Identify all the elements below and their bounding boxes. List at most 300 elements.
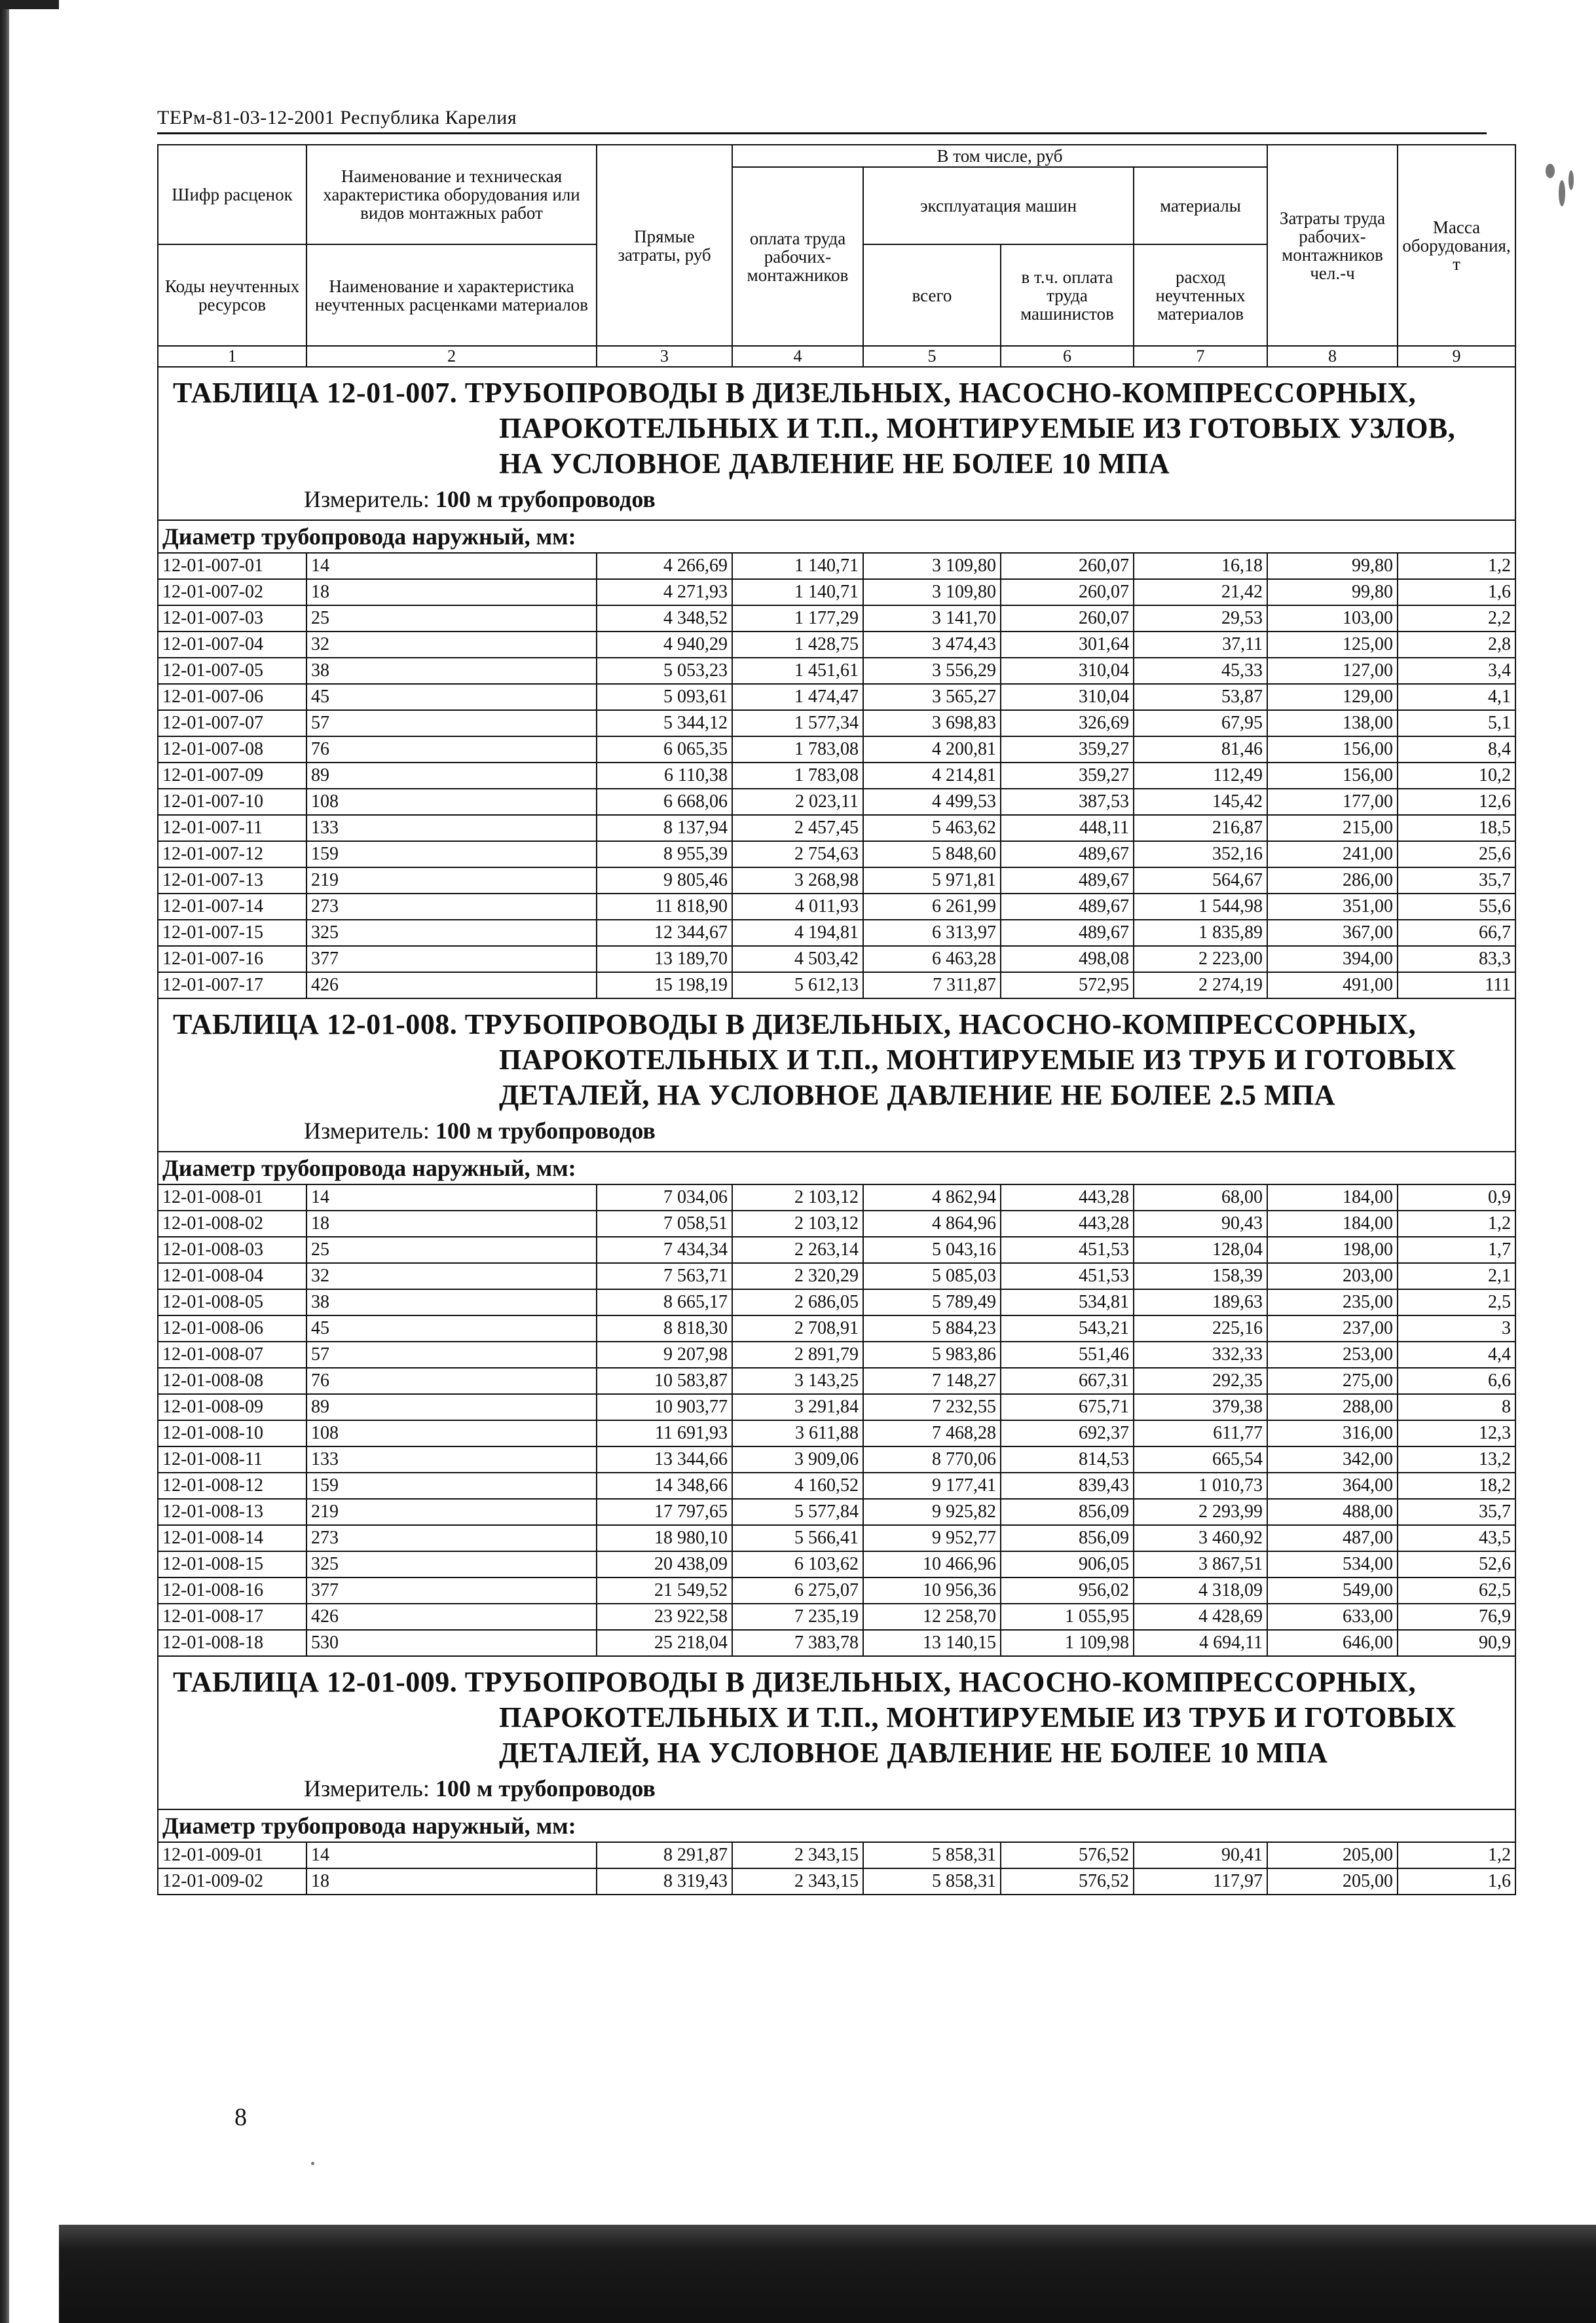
rate-code: 12-01-007-17 (158, 972, 306, 998)
value-cell: 5 053,23 (597, 658, 732, 684)
value-cell: 543,21 (1001, 1315, 1134, 1342)
scan-speck (1546, 164, 1555, 178)
value-cell: 35,7 (1398, 1499, 1515, 1525)
value-cell: 9 925,82 (863, 1499, 1001, 1525)
value-cell: 6 103,62 (732, 1551, 863, 1577)
value-cell: 2,2 (1398, 605, 1515, 632)
value-cell: 8 137,94 (597, 815, 732, 841)
column-number: 6 (1001, 346, 1134, 367)
rate-code: 12-01-008-16 (158, 1577, 306, 1604)
value-cell: 489,67 (1001, 920, 1134, 946)
rate-code: 12-01-007-06 (158, 684, 306, 710)
value-cell: 3 474,43 (863, 632, 1001, 658)
value-cell: 487,00 (1267, 1525, 1398, 1551)
value-cell: 10 903,77 (597, 1394, 732, 1420)
value-cell: 7 034,06 (597, 1184, 732, 1211)
table-row (158, 920, 1515, 946)
value-cell: 394,00 (1267, 946, 1398, 972)
value-cell: 9 805,46 (597, 867, 732, 894)
value-cell: 12 344,67 (597, 920, 732, 946)
value-cell: 310,04 (1001, 658, 1134, 684)
rate-code: 12-01-007-07 (158, 710, 306, 736)
value-cell: 253,00 (1267, 1342, 1398, 1368)
value-cell: 5 971,81 (863, 867, 1001, 894)
value-cell: 13 344,66 (597, 1446, 732, 1473)
measure-value: 100 м трубопроводов (435, 1118, 656, 1144)
table-row (158, 658, 1515, 684)
value-cell: 1 428,75 (732, 632, 863, 658)
value-cell: 3 698,83 (863, 710, 1001, 736)
pipe-diameter: 18 (306, 579, 597, 605)
measure-unit (158, 1113, 1515, 1151)
value-cell: 8 291,87 (597, 1842, 732, 1868)
col-including: В том числе, руб (732, 145, 1267, 167)
rate-code: 12-01-008-15 (158, 1551, 306, 1577)
table-row (158, 1842, 1515, 1868)
value-cell: 2 754,63 (732, 841, 863, 867)
table-row (158, 632, 1515, 658)
pipe-diameter: 219 (306, 1499, 597, 1525)
value-cell: 1 140,71 (732, 553, 863, 579)
value-cell: 491,00 (1267, 972, 1398, 998)
value-cell: 0,9 (1398, 1184, 1515, 1211)
value-cell: 111 (1398, 972, 1515, 998)
value-cell: 342,00 (1267, 1446, 1398, 1473)
value-cell: 5 093,61 (597, 684, 732, 710)
value-cell: 8 (1398, 1394, 1515, 1420)
value-cell: 488,00 (1267, 1499, 1398, 1525)
value-cell: 37,11 (1134, 632, 1267, 658)
table-row (158, 605, 1515, 632)
value-cell: 205,00 (1267, 1868, 1398, 1895)
measure-value: 100 м трубопроводов (435, 486, 656, 512)
rate-code: 12-01-008-18 (158, 1630, 306, 1656)
value-cell: 576,52 (1001, 1868, 1134, 1895)
value-cell: 6 065,35 (597, 736, 732, 763)
measure-label: Измеритель: (304, 1775, 430, 1802)
value-cell: 7 383,78 (732, 1630, 863, 1656)
pipe-diameter: 273 (306, 1525, 597, 1551)
value-cell: 1,2 (1398, 553, 1515, 579)
value-cell: 2 023,11 (732, 789, 863, 815)
value-cell: 2 343,15 (732, 1868, 863, 1895)
table-row (158, 1342, 1515, 1368)
value-cell: 814,53 (1001, 1446, 1134, 1473)
value-cell: 5 566,41 (732, 1525, 863, 1551)
value-cell: 4 348,52 (597, 605, 732, 632)
value-cell: 225,16 (1134, 1315, 1267, 1342)
value-cell: 1 177,29 (732, 605, 863, 632)
col-name-top: Наименование и техническая характеристика оборудования или видов монтажных работ (306, 145, 597, 244)
table-row (158, 867, 1515, 894)
scan-edge-bottom (59, 2225, 1596, 2323)
value-cell: 1 783,08 (732, 736, 863, 763)
value-cell: 15 198,19 (597, 972, 732, 998)
value-cell: 359,27 (1001, 763, 1134, 789)
value-cell: 12,3 (1398, 1420, 1515, 1446)
pipe-diameter: 108 (306, 1420, 597, 1446)
value-cell: 83,3 (1398, 946, 1515, 972)
value-cell: 5,1 (1398, 710, 1515, 736)
rate-code: 12-01-008-08 (158, 1368, 306, 1394)
pipe-diameter: 159 (306, 841, 597, 867)
diameter-heading: Диаметр трубопровода наружный, мм: (158, 520, 1515, 553)
rate-code: 12-01-007-13 (158, 867, 306, 894)
value-cell: 215,00 (1267, 815, 1398, 841)
value-cell: 4 862,94 (863, 1184, 1001, 1211)
value-cell: 8 319,43 (597, 1868, 732, 1895)
value-cell: 4 271,93 (597, 579, 732, 605)
value-cell: 7 311,87 (863, 972, 1001, 998)
value-cell: 3 (1398, 1315, 1515, 1342)
value-cell: 7 235,19 (732, 1604, 863, 1630)
value-cell: 646,00 (1267, 1630, 1398, 1656)
rate-code: 12-01-007-14 (158, 894, 306, 920)
value-cell: 52,6 (1398, 1551, 1515, 1577)
value-cell: 13 140,15 (863, 1630, 1001, 1656)
table-row (158, 815, 1515, 841)
pipe-diameter: 14 (306, 553, 597, 579)
value-cell: 2 103,12 (732, 1184, 863, 1211)
value-cell: 4 266,69 (597, 553, 732, 579)
value-cell: 9 207,98 (597, 1342, 732, 1368)
rate-code: 12-01-008-14 (158, 1525, 306, 1551)
value-cell: 956,02 (1001, 1577, 1134, 1604)
value-cell: 316,00 (1267, 1420, 1398, 1446)
value-cell: 158,39 (1134, 1263, 1267, 1289)
col-machines: эксплуатация машин (863, 167, 1134, 244)
col-direct-costs: Прямые затраты, руб (597, 145, 732, 346)
value-cell: 4 503,42 (732, 946, 863, 972)
column-number: 9 (1398, 346, 1515, 367)
value-cell: 3 909,06 (732, 1446, 863, 1473)
pipe-diameter: 89 (306, 1394, 597, 1420)
value-cell: 216,87 (1134, 815, 1267, 841)
value-cell: 3 565,27 (863, 684, 1001, 710)
rate-code: 12-01-007-15 (158, 920, 306, 946)
column-number: 3 (597, 346, 732, 367)
value-cell: 10 466,96 (863, 1551, 1001, 1577)
value-cell: 379,38 (1134, 1394, 1267, 1420)
value-cell: 9 952,77 (863, 1525, 1001, 1551)
value-cell: 184,00 (1267, 1184, 1398, 1211)
rate-code: 12-01-007-09 (158, 763, 306, 789)
value-cell: 3 611,88 (732, 1420, 863, 1446)
table-row (158, 1499, 1515, 1525)
pipe-diameter: 133 (306, 1446, 597, 1473)
value-cell: 326,69 (1001, 710, 1134, 736)
pipe-diameter: 89 (306, 763, 597, 789)
value-cell: 633,00 (1267, 1604, 1398, 1630)
value-cell: 3 291,84 (732, 1394, 863, 1420)
value-cell: 90,41 (1134, 1842, 1267, 1868)
value-cell: 11 818,90 (597, 894, 732, 920)
table-title (158, 1657, 1515, 1771)
header-rule (157, 132, 1487, 134)
value-cell: 6 261,99 (863, 894, 1001, 920)
value-cell: 18,5 (1398, 815, 1515, 841)
rate-code: 12-01-008-13 (158, 1499, 306, 1525)
value-cell: 7 468,28 (863, 1420, 1001, 1446)
table-row (158, 1368, 1515, 1394)
pipe-diameter: 18 (306, 1868, 597, 1895)
pipe-diameter: 14 (306, 1184, 597, 1211)
pipe-diameter: 14 (306, 1842, 597, 1868)
pipe-diameter: 325 (306, 1551, 597, 1577)
value-cell: 7 148,27 (863, 1368, 1001, 1394)
value-cell: 237,00 (1267, 1315, 1398, 1342)
value-cell: 125,00 (1267, 632, 1398, 658)
col-name-bottom: Наименование и характеристика неучтенных расценками материалов (306, 244, 597, 346)
column-number: 5 (863, 346, 1001, 367)
value-cell: 13 189,70 (597, 946, 732, 972)
value-cell: 489,67 (1001, 867, 1134, 894)
pipe-diameter: 57 (306, 710, 597, 736)
value-cell: 1,6 (1398, 1868, 1515, 1895)
value-cell: 7 232,55 (863, 1394, 1001, 1420)
measure-label: Измеритель: (304, 1118, 430, 1144)
value-cell: 5 463,62 (863, 815, 1001, 841)
value-cell: 53,87 (1134, 684, 1267, 710)
value-cell: 359,27 (1001, 736, 1134, 763)
pipe-diameter: 273 (306, 894, 597, 920)
value-cell: 292,35 (1134, 1368, 1267, 1394)
value-cell: 6 463,28 (863, 946, 1001, 972)
value-cell: 3 556,29 (863, 658, 1001, 684)
value-cell: 90,9 (1398, 1630, 1515, 1656)
table-title-block (158, 367, 1515, 520)
value-cell: 1 055,95 (1001, 1604, 1134, 1630)
value-cell: 4 200,81 (863, 736, 1001, 763)
value-cell: 451,53 (1001, 1263, 1134, 1289)
value-cell: 2 274,19 (1134, 972, 1267, 998)
value-cell: 203,00 (1267, 1263, 1398, 1289)
value-cell: 310,04 (1001, 684, 1134, 710)
scan-edge-top (0, 0, 59, 9)
value-cell: 387,53 (1001, 789, 1134, 815)
value-cell: 4 499,53 (863, 789, 1001, 815)
table-title-line: ТАБЛИЦА 12-01-009. ТРУБОПРОВОДЫ В ДИЗЕЛЬНЫХ, НАСОСНО-КОМПРЕССОРНЫХ, (173, 1666, 1417, 1698)
scan-edge-left (0, 0, 9, 2323)
value-cell: 3 268,98 (732, 867, 863, 894)
value-cell: 62,5 (1398, 1577, 1515, 1604)
col-labor-pay: оплата труда рабочих-монтажников (732, 167, 863, 346)
value-cell: 1 577,34 (732, 710, 863, 736)
table-row (158, 579, 1515, 605)
table-row (158, 553, 1515, 579)
value-cell: 10 956,36 (863, 1577, 1001, 1604)
pipe-diameter: 32 (306, 1263, 597, 1289)
value-cell: 128,04 (1134, 1237, 1267, 1263)
measure-unit (158, 1771, 1515, 1809)
value-cell: 564,67 (1134, 867, 1267, 894)
value-cell: 5 789,49 (863, 1289, 1001, 1315)
value-cell: 16,18 (1134, 553, 1267, 579)
table-row (158, 763, 1515, 789)
value-cell: 448,11 (1001, 815, 1134, 841)
measure-label: Измеритель: (304, 486, 430, 512)
value-cell: 443,28 (1001, 1184, 1134, 1211)
value-cell: 198,00 (1267, 1237, 1398, 1263)
value-cell: 45,33 (1134, 658, 1267, 684)
value-cell: 10 583,87 (597, 1368, 732, 1394)
value-cell: 4 011,93 (732, 894, 863, 920)
rate-code: 12-01-009-02 (158, 1868, 306, 1895)
table-row (158, 1315, 1515, 1342)
value-cell: 364,00 (1267, 1473, 1398, 1499)
value-cell: 156,00 (1267, 763, 1398, 789)
rate-code: 12-01-008-09 (158, 1394, 306, 1420)
value-cell: 451,53 (1001, 1237, 1134, 1263)
value-cell: 6 668,06 (597, 789, 732, 815)
value-cell: 3 109,80 (863, 579, 1001, 605)
rate-code: 12-01-009-01 (158, 1842, 306, 1868)
value-cell: 2 263,14 (732, 1237, 863, 1263)
col-code-bottom: Коды неучтенных ресурсов (158, 244, 306, 346)
value-cell: 5 612,13 (732, 972, 863, 998)
value-cell: 1 544,98 (1134, 894, 1267, 920)
value-cell: 12 258,70 (863, 1604, 1001, 1630)
value-cell: 675,71 (1001, 1394, 1134, 1420)
value-cell: 5 344,12 (597, 710, 732, 736)
value-cell: 1 010,73 (1134, 1473, 1267, 1499)
value-cell: 1,2 (1398, 1842, 1515, 1868)
value-cell: 856,09 (1001, 1499, 1134, 1525)
value-cell: 4 940,29 (597, 632, 732, 658)
value-cell: 572,95 (1001, 972, 1134, 998)
column-number: 2 (306, 346, 597, 367)
value-cell: 90,43 (1134, 1211, 1267, 1237)
table-row (158, 1211, 1515, 1237)
rate-code: 12-01-008-03 (158, 1237, 306, 1263)
rate-code: 12-01-007-11 (158, 815, 306, 841)
rate-code: 12-01-007-05 (158, 658, 306, 684)
table-row (158, 1289, 1515, 1315)
value-cell: 2,1 (1398, 1263, 1515, 1289)
value-cell: 8 665,17 (597, 1289, 732, 1315)
value-cell: 534,00 (1267, 1551, 1398, 1577)
rate-code: 12-01-008-05 (158, 1289, 306, 1315)
value-cell: 156,00 (1267, 736, 1398, 763)
value-cell: 549,00 (1267, 1577, 1398, 1604)
page-number: 8 (234, 2104, 247, 2131)
value-cell: 576,52 (1001, 1842, 1134, 1868)
value-cell: 25,6 (1398, 841, 1515, 867)
value-cell: 332,33 (1134, 1342, 1267, 1368)
value-cell: 3 143,25 (732, 1368, 863, 1394)
value-cell: 288,00 (1267, 1394, 1398, 1420)
value-cell: 81,46 (1134, 736, 1267, 763)
rate-code: 12-01-007-03 (158, 605, 306, 632)
value-cell: 241,00 (1267, 841, 1398, 867)
value-cell: 534,81 (1001, 1289, 1134, 1315)
rate-code: 12-01-008-04 (158, 1263, 306, 1289)
value-cell: 8,4 (1398, 736, 1515, 763)
table-title-line: ТАБЛИЦА 12-01-008. ТРУБОПРОВОДЫ В ДИЗЕЛЬНЫХ, НАСОСНО-КОМПРЕССОРНЫХ, (173, 1008, 1417, 1040)
rate-code: 12-01-008-07 (158, 1342, 306, 1368)
value-cell: 7 058,51 (597, 1211, 732, 1237)
value-cell: 5 884,23 (863, 1315, 1001, 1342)
price-table (157, 144, 1516, 1895)
value-cell: 129,00 (1267, 684, 1398, 710)
rate-code: 12-01-007-16 (158, 946, 306, 972)
value-cell: 260,07 (1001, 579, 1134, 605)
rate-code: 12-01-007-01 (158, 553, 306, 579)
value-cell: 2 708,91 (732, 1315, 863, 1342)
pipe-diameter: 76 (306, 736, 597, 763)
table-row (158, 894, 1515, 920)
value-cell: 2 223,00 (1134, 946, 1267, 972)
value-cell: 138,00 (1267, 710, 1398, 736)
pipe-diameter: 159 (306, 1473, 597, 1499)
table-title-line: ТАБЛИЦА 12-01-007. ТРУБОПРОВОДЫ В ДИЗЕЛЬНЫХ, НАСОСНО-КОМПРЕССОРНЫХ, (173, 377, 1417, 409)
value-cell: 1 140,71 (732, 579, 863, 605)
col-equipment-mass: Масса оборудования, т (1398, 145, 1515, 346)
table-row (158, 1525, 1515, 1551)
table-row (158, 789, 1515, 815)
value-cell: 76,9 (1398, 1604, 1515, 1630)
table-row (158, 1630, 1515, 1656)
rate-code: 12-01-008-02 (158, 1211, 306, 1237)
pipe-diameter: 32 (306, 632, 597, 658)
measure-unit (158, 482, 1515, 519)
value-cell: 20 438,09 (597, 1551, 732, 1577)
rate-code: 12-01-008-10 (158, 1420, 306, 1446)
value-cell: 12,6 (1398, 789, 1515, 815)
pipe-diameter: 38 (306, 658, 597, 684)
value-cell: 35,7 (1398, 867, 1515, 894)
table-title-line: ДЕТАЛЕЙ, НА УСЛОВНОЕ ДАВЛЕНИЕ НЕ БОЛЕЕ 10 МПА (499, 1737, 1328, 1769)
col-machines-total: всего (863, 244, 1001, 346)
rate-code: 12-01-007-04 (158, 632, 306, 658)
value-cell: 1,7 (1398, 1237, 1515, 1263)
pipe-diameter: 325 (306, 920, 597, 946)
value-cell: 4 864,96 (863, 1211, 1001, 1237)
value-cell: 906,05 (1001, 1551, 1134, 1577)
value-cell: 351,00 (1267, 894, 1398, 920)
value-cell: 3 867,51 (1134, 1551, 1267, 1577)
value-cell: 2 686,05 (732, 1289, 863, 1315)
value-cell: 127,00 (1267, 658, 1398, 684)
rate-code: 12-01-007-02 (158, 579, 306, 605)
pipe-diameter: 57 (306, 1342, 597, 1368)
col-materials: материалы (1134, 167, 1267, 244)
table-row (158, 1184, 1515, 1211)
value-cell: 8 818,30 (597, 1315, 732, 1342)
value-cell: 665,54 (1134, 1446, 1267, 1473)
pipe-diameter: 25 (306, 1237, 597, 1263)
value-cell: 17 797,65 (597, 1499, 732, 1525)
value-cell: 55,6 (1398, 894, 1515, 920)
value-cell: 7 434,34 (597, 1237, 732, 1263)
pipe-diameter: 38 (306, 1289, 597, 1315)
column-number: 7 (1134, 346, 1267, 367)
value-cell: 145,42 (1134, 789, 1267, 815)
pipe-diameter: 76 (306, 1368, 597, 1394)
pipe-diameter: 219 (306, 867, 597, 894)
value-cell: 235,00 (1267, 1289, 1398, 1315)
value-cell: 66,7 (1398, 920, 1515, 946)
value-cell: 611,77 (1134, 1420, 1267, 1446)
rate-code: 12-01-008-06 (158, 1315, 306, 1342)
value-cell: 43,5 (1398, 1525, 1515, 1551)
table-row (158, 736, 1515, 763)
value-cell: 3 141,70 (863, 605, 1001, 632)
table-row (158, 841, 1515, 867)
value-cell: 4 694,11 (1134, 1630, 1267, 1656)
value-cell: 260,07 (1001, 605, 1134, 632)
value-cell: 260,07 (1001, 553, 1134, 579)
